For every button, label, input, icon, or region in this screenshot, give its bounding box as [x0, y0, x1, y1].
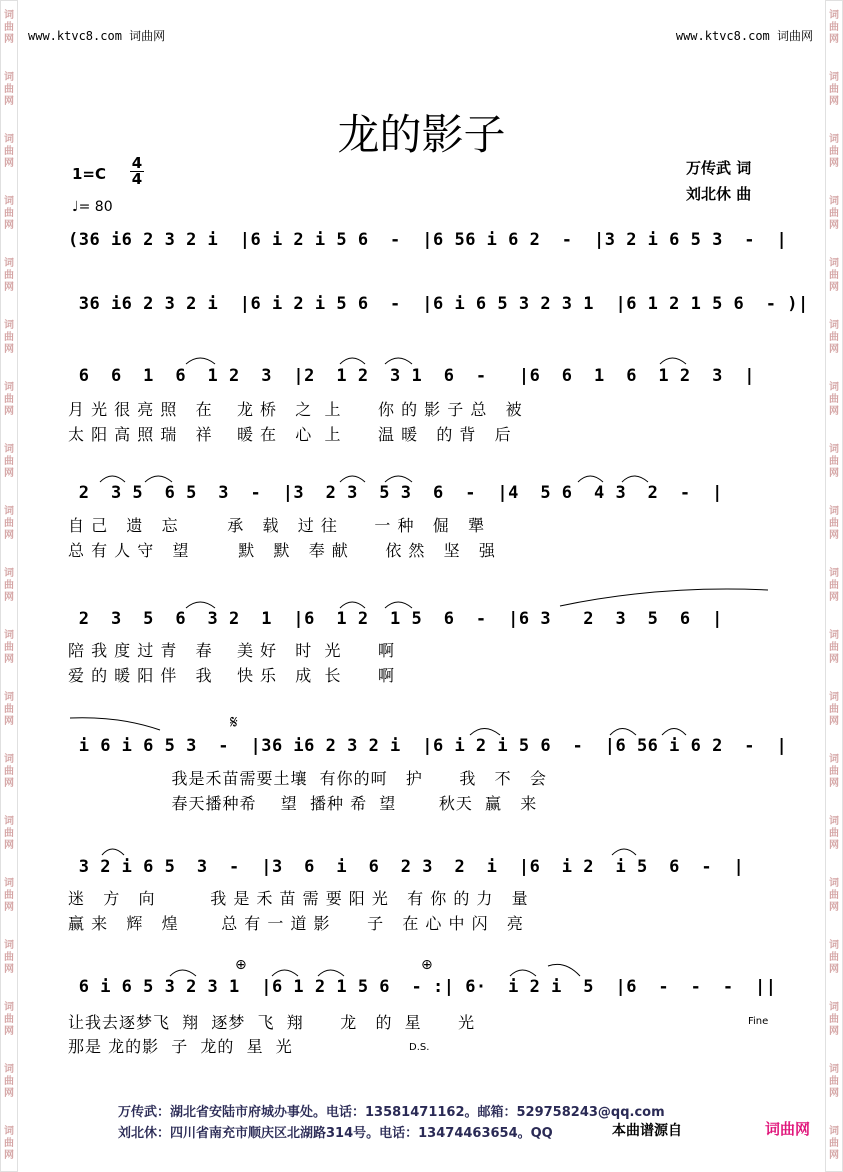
side-watermark: 词 曲 网 [829, 816, 839, 851]
side-watermark: 词 曲 网 [4, 940, 14, 975]
system-6-notes: i 6 i 6 5 3 - |36 i6 2 3 2 i |6 i 2 i 5 6 - |6 56 i 6 2 - | [68, 736, 788, 756]
time-sig-bottom: 4 [131, 170, 143, 188]
lyricist-credit: 万传武 词 [686, 159, 752, 177]
system-8-lyric-1: 让我去逐梦飞 翔 逐梦 飞 翔 龙 的 星 光 [68, 1013, 476, 1032]
side-watermark: 词 曲 网 [4, 1002, 14, 1037]
side-watermark: 词 曲 网 [4, 134, 14, 169]
site-url-left: www.ktvc8.com 词曲网 [28, 29, 166, 43]
source-label: 本曲谱源自 [612, 1123, 682, 1139]
system-5-lyric-1: 陪 我 度 过 青 春 美 好 时 光 啊 [68, 641, 395, 660]
side-watermark: 词 曲 网 [4, 506, 14, 541]
system-4-lyric-2: 总 有 人 守 望 默 默 奉 献 依 然 坚 强 [68, 541, 496, 560]
system-7-lyric-2: 赢 来 辉 煌 总 有 一 道 影 子 在 心 中 闪 亮 [68, 914, 524, 933]
system-3-notes: 6 6 1 6 1 2 3 |2 1 2 3 1 6 - |6 6 1 6 1 2 3 | [68, 366, 756, 386]
side-watermark: 词 曲 网 [4, 320, 14, 355]
side-watermark: 词 曲 网 [4, 816, 14, 851]
coda-mark-1: ⊕ [235, 957, 247, 973]
side-watermark: 词 曲 网 [829, 940, 839, 975]
side-watermark: 词 曲 网 [4, 444, 14, 479]
side-watermark: 词 曲 网 [4, 1126, 14, 1161]
side-watermark: 词 曲 网 [829, 878, 839, 913]
side-watermark: 词 曲 网 [829, 692, 839, 727]
time-sig-top: 4 [131, 154, 143, 172]
system-8-notes: 6 i 6 5 3 2 3 1 |6 1 2 1 5 6 - :| 6· i 2 i 5 |6 - - - || [68, 977, 777, 997]
system-7-notes: 3 2 i 6 5 3 - |3 6 i 6 2 3 2 i |6 i 2 i 5 6 - | [68, 857, 745, 877]
side-watermark: 词 曲 网 [4, 878, 14, 913]
side-watermark: 词 曲 网 [829, 1126, 839, 1161]
footer-contact-composer: 刘北休：四川省南充市顺庆区北湖路314号。电话：13474463654。QQ [118, 1126, 553, 1141]
segno-mark: 𝄋 [230, 712, 238, 733]
side-watermark: 词 曲 网 [829, 72, 839, 107]
page-title: 龙的影子 [337, 110, 506, 159]
key-signature: 1=C [72, 165, 107, 183]
side-watermark: 词 曲 网 [829, 196, 839, 231]
side-watermark: 词 曲 网 [4, 72, 14, 107]
brand-logo: 词曲网 [764, 1120, 810, 1138]
system-5-notes: 2 3 5 6 3 2 1 |6 1 2 1 5 6 - |6 3 2 3 5 6 | [68, 609, 723, 629]
system-5-lyric-2: 爱 的 暖 阳 伴 我 快 乐 成 长 啊 [68, 666, 395, 685]
fine-mark: Fine [748, 1016, 769, 1027]
side-watermark: 词 曲 网 [4, 1064, 14, 1099]
side-watermark: 词 曲 网 [4, 382, 14, 417]
side-watermark: 词 曲 网 [829, 568, 839, 603]
side-watermark: 词 曲 网 [829, 1064, 839, 1099]
system-4-lyric-1: 自 己 遗 忘 承 载 过 往 一 种 倔 犟 [68, 516, 486, 535]
side-watermark: 词 曲 网 [829, 134, 839, 169]
side-watermark: 词 曲 网 [829, 320, 839, 355]
system-6-lyric-1: 我是禾苗需要土壤 有你的呵 护 我 不 会 [68, 769, 547, 788]
coda-mark-2: ⊕ [421, 957, 433, 973]
system-3-lyric-1: 月 光 很 亮 照 在 龙 桥 之 上 你 的 影 子 总 被 [68, 400, 523, 419]
side-watermark: 词 曲 网 [4, 630, 14, 665]
side-watermark: 词 曲 网 [4, 754, 14, 789]
system-4-notes: 2 3 5 6 5 3 - |3 2 3 5 3 6 - |4 5 6 4 3 2 - | [68, 483, 723, 503]
footer-contact-lyricist: 万传武：湖北省安陆市府城办事处。电话：13581471162。邮箱：529758243@qq.com [118, 1105, 665, 1120]
side-watermark: 词 曲 网 [829, 10, 839, 45]
side-watermark: 词 曲 网 [4, 196, 14, 231]
side-watermark: 词 曲 网 [4, 258, 14, 293]
side-watermark: 词 曲 网 [4, 568, 14, 603]
system-1-notes: (36 i6 2 3 2 i |6 i 2 i 5 6 - |6 56 i 6 2 - |3 2 i 6 5 3 - | [68, 230, 788, 250]
side-watermark: 词 曲 网 [829, 754, 839, 789]
side-watermark: 词 曲 网 [829, 382, 839, 417]
side-watermark: 词 曲 网 [4, 692, 14, 727]
ds-mark: D.S. [409, 1042, 430, 1053]
system-8-lyric-2: 那是 龙的影 子 龙的 星 光 [68, 1037, 293, 1056]
system-6-lyric-2: 春天播种希 望 播种 希 望 秋天 赢 来 [68, 794, 538, 813]
site-url-right: www.ktvc8.com 词曲网 [675, 29, 813, 43]
side-watermark: 词 曲 网 [829, 1002, 839, 1037]
side-watermark: 词 曲 网 [829, 506, 839, 541]
side-watermark: 词 曲 网 [829, 258, 839, 293]
side-watermark: 词 曲 网 [829, 630, 839, 665]
composer-credit: 刘北休 曲 [686, 185, 752, 203]
side-watermark: 词 曲 网 [4, 10, 14, 45]
side-watermark: 词 曲 网 [829, 444, 839, 479]
tempo-mark: ♩= 80 [72, 199, 113, 215]
system-3-lyric-2: 太 阳 高 照 瑞 祥 暖 在 心 上 温 暖 的 背 后 [68, 425, 512, 444]
system-7-lyric-1: 迷 方 向 我 是 禾 苗 需 要 阳 光 有 你 的 力 量 [68, 889, 529, 908]
system-2-notes: 36 i6 2 3 2 i |6 i 2 i 5 6 - |6 i 6 5 3 2 3 1 |6 1 2 1 5 6 - )| [68, 294, 809, 314]
